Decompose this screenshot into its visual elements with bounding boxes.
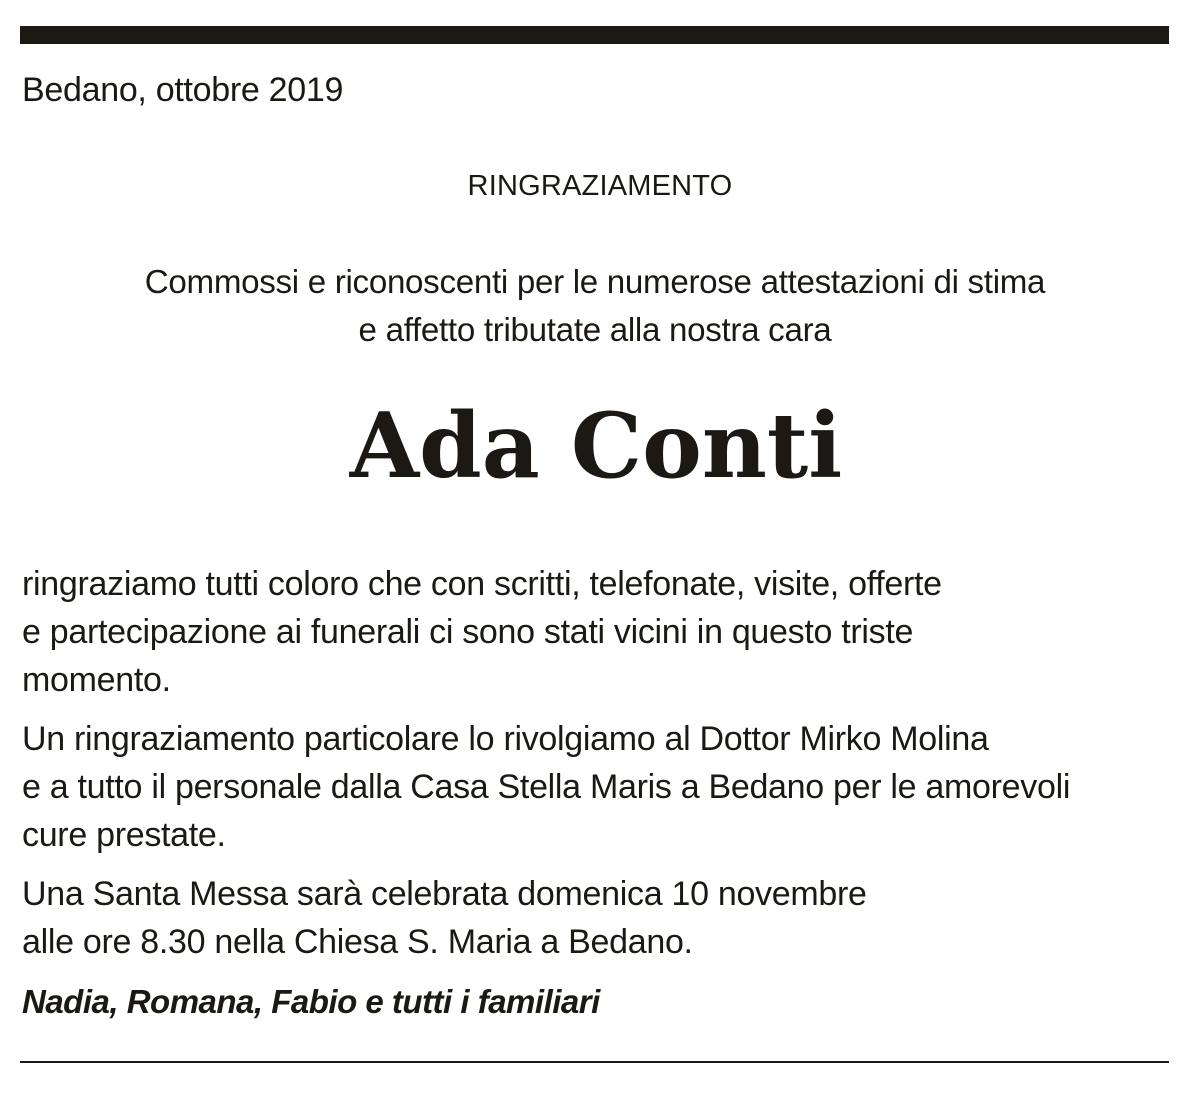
intro-line-1: Commossi e riconoscenti per le numerose attestazioni di stima <box>144 264 1046 301</box>
intro-line-2: e affetto tributate alla nostra cara <box>358 312 832 349</box>
special-thanks-line-1: Un ringraziamento particolare lo rivolgiamo al Dottor Mirko Molina <box>22 720 989 758</box>
notice-heading: RINGRAZIAMENTO <box>467 170 733 202</box>
top-divider-bar <box>20 26 1169 44</box>
mass-line-1: Una Santa Messa sarà celebrata domenica 10 novembre <box>22 875 867 913</box>
thanks-line-2: e partecipazione ai funerali ci sono stati vicini in questo triste <box>22 613 914 651</box>
family-signature: Nadia, Romana, Fabio e tutti i familiari <box>22 983 600 1020</box>
date-line: Bedano, ottobre 2019 <box>22 71 344 109</box>
mass-line-2: alle ore 8.30 nella Chiesa S. Maria a Bedano. <box>22 923 693 961</box>
thanks-line-1: ringraziamo tutti coloro che con scritti, telefonate, visite, offerte <box>22 565 942 603</box>
special-thanks-line-3: cure prestate. <box>22 816 226 854</box>
bottom-divider-line <box>20 1061 1169 1063</box>
special-thanks-line-2: e a tutto il personale dalla Casa Stella Maris a Bedano per le amorevoli <box>22 768 1071 806</box>
thanks-line-3: momento. <box>22 661 171 699</box>
deceased-name: Ada Conti <box>349 394 843 499</box>
